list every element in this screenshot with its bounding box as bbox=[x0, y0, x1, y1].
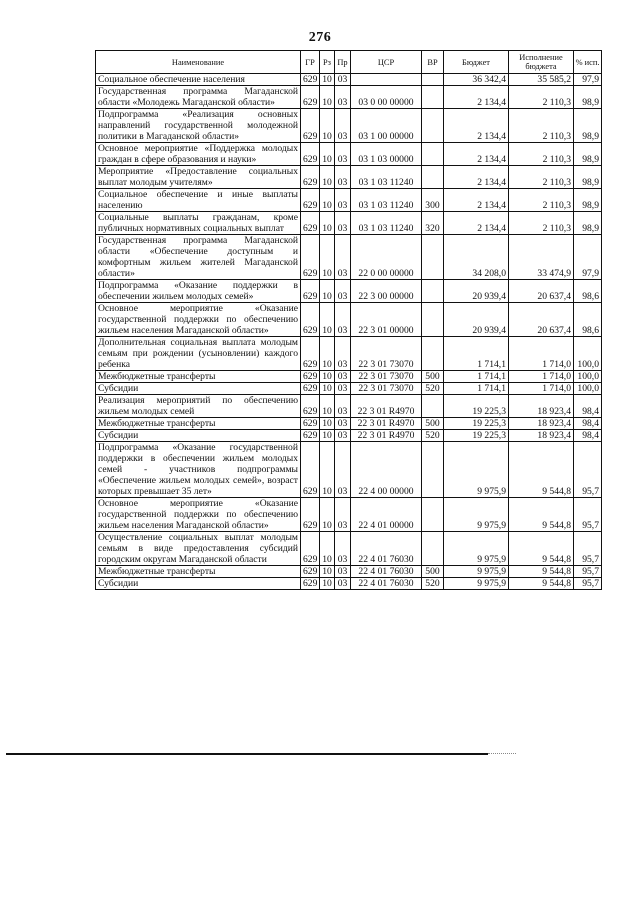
cell-name: Социальные выплаты гражданам, кроме публичных нормативных социальных выплат bbox=[96, 212, 301, 235]
cell-rz: 10 bbox=[320, 498, 335, 532]
cell-name: Межбюджетные трансферты bbox=[96, 566, 301, 578]
cell-csr: 22 3 01 73070 bbox=[351, 337, 422, 371]
table-row bbox=[96, 532, 602, 566]
table-row bbox=[96, 189, 602, 212]
cell-budget: 9 975,9 bbox=[444, 498, 509, 532]
cell-name: Государственная программа Магаданской области «Молодежь Магаданской области» bbox=[96, 86, 301, 109]
cell-name: Межбюджетные трансферты bbox=[96, 418, 301, 430]
cell-csr: 03 1 00 00000 bbox=[351, 109, 422, 143]
header-gr: ГР bbox=[301, 51, 320, 74]
table-row bbox=[96, 566, 602, 578]
cell-pct: 100,0 bbox=[574, 337, 602, 371]
cell-gr: 629 bbox=[301, 303, 320, 337]
cell-csr: 22 3 00 00000 bbox=[351, 280, 422, 303]
cell-csr: 22 3 01 73070 bbox=[351, 371, 422, 383]
cell-pct: 98,4 bbox=[574, 430, 602, 442]
cell-pr: 03 bbox=[335, 532, 351, 566]
header-pr: Пр bbox=[335, 51, 351, 74]
cell-execution: 9 544,8 bbox=[509, 498, 574, 532]
cell-budget: 2 134,4 bbox=[444, 166, 509, 189]
cell-pct: 98,6 bbox=[574, 303, 602, 337]
cell-gr: 629 bbox=[301, 442, 320, 498]
cell-execution: 33 474,9 bbox=[509, 235, 574, 280]
table-row bbox=[96, 498, 602, 532]
cell-name: Подпрограмма «Реализация основных направлений государственной молодежной политики в Магаданской области» bbox=[96, 109, 301, 143]
cell-gr: 629 bbox=[301, 395, 320, 418]
cell-budget: 1 714,1 bbox=[444, 371, 509, 383]
cell-pr: 03 bbox=[335, 566, 351, 578]
table-row bbox=[96, 212, 602, 235]
cell-name: Подпрограмма «Оказание поддержки в обеспечении жильем молодых семей» bbox=[96, 280, 301, 303]
cell-pr: 03 bbox=[335, 430, 351, 442]
cell-gr: 629 bbox=[301, 212, 320, 235]
cell-rz: 10 bbox=[320, 578, 335, 590]
cell-rz: 10 bbox=[320, 143, 335, 166]
cell-budget: 19 225,3 bbox=[444, 418, 509, 430]
cell-execution: 9 544,8 bbox=[509, 532, 574, 566]
cell-gr: 629 bbox=[301, 566, 320, 578]
cell-gr: 629 bbox=[301, 498, 320, 532]
cell-pct: 98,4 bbox=[574, 395, 602, 418]
table-row bbox=[96, 74, 602, 86]
cell-execution: 2 110,3 bbox=[509, 109, 574, 143]
header-pct: % исп. bbox=[574, 51, 602, 74]
cell-vr bbox=[422, 74, 444, 86]
table-row bbox=[96, 235, 602, 280]
cell-name: Основное мероприятие «Поддержка молодых граждан в сфере образования и науки» bbox=[96, 143, 301, 166]
cell-gr: 629 bbox=[301, 418, 320, 430]
cell-name: Социальное обеспечение и иные выплаты населению bbox=[96, 189, 301, 212]
cell-rz: 10 bbox=[320, 418, 335, 430]
cell-vr: 300 bbox=[422, 189, 444, 212]
table-row bbox=[96, 109, 602, 143]
cell-name: Осуществление социальных выплат молодым семьям в виде предоставления субсидий городским округам Магаданской области bbox=[96, 532, 301, 566]
cell-name: Субсидии bbox=[96, 578, 301, 590]
cell-budget: 2 134,4 bbox=[444, 189, 509, 212]
cell-vr bbox=[422, 235, 444, 280]
cell-execution: 9 544,8 bbox=[509, 442, 574, 498]
cell-csr: 22 3 01 00000 bbox=[351, 303, 422, 337]
cell-vr: 500 bbox=[422, 418, 444, 430]
cell-pct: 98,9 bbox=[574, 109, 602, 143]
cell-csr: 22 4 01 76030 bbox=[351, 532, 422, 566]
cell-vr bbox=[422, 395, 444, 418]
cell-budget: 19 225,3 bbox=[444, 395, 509, 418]
cell-vr bbox=[422, 86, 444, 109]
cell-rz: 10 bbox=[320, 430, 335, 442]
cell-budget: 20 939,4 bbox=[444, 280, 509, 303]
cell-csr: 22 3 01 R4970 bbox=[351, 430, 422, 442]
cell-rz: 10 bbox=[320, 566, 335, 578]
cell-gr: 629 bbox=[301, 532, 320, 566]
cell-gr: 629 bbox=[301, 166, 320, 189]
cell-vr bbox=[422, 442, 444, 498]
table-row bbox=[96, 143, 602, 166]
cell-execution: 9 544,8 bbox=[509, 566, 574, 578]
table-body bbox=[96, 74, 602, 590]
cell-csr: 22 3 01 73070 bbox=[351, 383, 422, 395]
cell-rz: 10 bbox=[320, 74, 335, 86]
cell-vr: 520 bbox=[422, 430, 444, 442]
cell-gr: 629 bbox=[301, 109, 320, 143]
cell-budget: 36 342,4 bbox=[444, 74, 509, 86]
cell-pct: 100,0 bbox=[574, 371, 602, 383]
cell-budget: 2 134,4 bbox=[444, 109, 509, 143]
cell-vr: 500 bbox=[422, 371, 444, 383]
cell-pr: 03 bbox=[335, 235, 351, 280]
cell-execution: 2 110,3 bbox=[509, 166, 574, 189]
cell-execution: 9 544,8 bbox=[509, 578, 574, 590]
cell-rz: 10 bbox=[320, 395, 335, 418]
cell-vr bbox=[422, 109, 444, 143]
cell-csr: 22 3 01 R4970 bbox=[351, 418, 422, 430]
cell-budget: 9 975,9 bbox=[444, 578, 509, 590]
cell-pct: 98,9 bbox=[574, 189, 602, 212]
table-row bbox=[96, 337, 602, 371]
header-execution: Исполнение бюджета bbox=[509, 51, 574, 74]
cell-execution: 2 110,3 bbox=[509, 212, 574, 235]
cell-budget: 1 714,1 bbox=[444, 383, 509, 395]
bottom-divider bbox=[6, 753, 488, 755]
cell-rz: 10 bbox=[320, 86, 335, 109]
cell-pr: 03 bbox=[335, 280, 351, 303]
cell-name: Реализация мероприятий по обеспечению жильем молодых семей bbox=[96, 395, 301, 418]
cell-name: Субсидии bbox=[96, 430, 301, 442]
cell-budget: 2 134,4 bbox=[444, 212, 509, 235]
cell-name: Межбюджетные трансферты bbox=[96, 371, 301, 383]
cell-gr: 629 bbox=[301, 189, 320, 212]
cell-vr: 320 bbox=[422, 212, 444, 235]
cell-pct: 95,7 bbox=[574, 532, 602, 566]
cell-budget: 20 939,4 bbox=[444, 303, 509, 337]
cell-pr: 03 bbox=[335, 166, 351, 189]
cell-csr: 22 4 01 76030 bbox=[351, 578, 422, 590]
bottom-divider-faint bbox=[488, 753, 516, 755]
cell-pr: 03 bbox=[335, 189, 351, 212]
cell-rz: 10 bbox=[320, 212, 335, 235]
cell-pct: 100,0 bbox=[574, 383, 602, 395]
cell-pr: 03 bbox=[335, 395, 351, 418]
cell-gr: 629 bbox=[301, 143, 320, 166]
cell-gr: 629 bbox=[301, 280, 320, 303]
cell-pct: 97,9 bbox=[574, 74, 602, 86]
cell-rz: 10 bbox=[320, 280, 335, 303]
cell-name: Подпрограмма «Оказание государственной поддержки в обеспечении жильем молодых семей - участников подпрограммы «Обеспечение жильем молодых семей», возраст которых превышает 35 лет» bbox=[96, 442, 301, 498]
cell-budget: 2 134,4 bbox=[444, 86, 509, 109]
cell-name: Дополнительная социальная выплата молодым семьям при рождении (усыновлении) каждого ребенка bbox=[96, 337, 301, 371]
cell-pr: 03 bbox=[335, 74, 351, 86]
page-number: 276 bbox=[308, 30, 332, 45]
table-row bbox=[96, 383, 602, 395]
cell-pr: 03 bbox=[335, 371, 351, 383]
budget-table bbox=[95, 50, 602, 590]
table-row bbox=[96, 430, 602, 442]
cell-execution: 2 110,3 bbox=[509, 86, 574, 109]
cell-execution: 2 110,3 bbox=[509, 189, 574, 212]
cell-csr: 03 1 03 00000 bbox=[351, 143, 422, 166]
table-row bbox=[96, 280, 602, 303]
cell-budget: 19 225,3 bbox=[444, 430, 509, 442]
cell-vr bbox=[422, 337, 444, 371]
cell-vr bbox=[422, 303, 444, 337]
cell-pct: 98,9 bbox=[574, 143, 602, 166]
cell-execution: 1 714,0 bbox=[509, 371, 574, 383]
cell-gr: 629 bbox=[301, 383, 320, 395]
cell-budget: 9 975,9 bbox=[444, 442, 509, 498]
cell-csr: 22 4 01 76030 bbox=[351, 566, 422, 578]
cell-execution: 2 110,3 bbox=[509, 143, 574, 166]
cell-budget: 2 134,4 bbox=[444, 143, 509, 166]
cell-rz: 10 bbox=[320, 109, 335, 143]
cell-pct: 98,9 bbox=[574, 212, 602, 235]
cell-gr: 629 bbox=[301, 86, 320, 109]
cell-pr: 03 bbox=[335, 418, 351, 430]
cell-pr: 03 bbox=[335, 337, 351, 371]
header-name: Наименование bbox=[96, 51, 301, 74]
cell-name: Социальное обеспечение населения bbox=[96, 74, 301, 86]
cell-pr: 03 bbox=[335, 442, 351, 498]
cell-csr: 03 0 00 00000 bbox=[351, 86, 422, 109]
table-row bbox=[96, 442, 602, 498]
cell-vr bbox=[422, 280, 444, 303]
cell-csr: 22 4 00 00000 bbox=[351, 442, 422, 498]
table-row bbox=[96, 371, 602, 383]
cell-pr: 03 bbox=[335, 498, 351, 532]
cell-pr: 03 bbox=[335, 383, 351, 395]
cell-pr: 03 bbox=[335, 578, 351, 590]
header-budget: Бюджет bbox=[444, 51, 509, 74]
cell-vr bbox=[422, 498, 444, 532]
cell-execution: 20 637,4 bbox=[509, 280, 574, 303]
cell-pr: 03 bbox=[335, 212, 351, 235]
cell-rz: 10 bbox=[320, 383, 335, 395]
cell-name: Основное мероприятие «Оказание государственной поддержки по обеспечению жильем населения Магаданской области» bbox=[96, 498, 301, 532]
cell-execution: 20 637,4 bbox=[509, 303, 574, 337]
cell-budget: 9 975,9 bbox=[444, 566, 509, 578]
cell-vr: 520 bbox=[422, 383, 444, 395]
cell-vr bbox=[422, 532, 444, 566]
cell-gr: 629 bbox=[301, 337, 320, 371]
cell-pr: 03 bbox=[335, 143, 351, 166]
cell-rz: 10 bbox=[320, 166, 335, 189]
cell-gr: 629 bbox=[301, 578, 320, 590]
cell-name: Государственная программа Магаданской области «Обеспечение доступным и комфортным жильем жителей Магаданской области» bbox=[96, 235, 301, 280]
cell-csr: 22 3 01 R4970 bbox=[351, 395, 422, 418]
cell-name: Основное мероприятие «Оказание государственной поддержки по обеспечению жильем населения Магаданской области» bbox=[96, 303, 301, 337]
header-csr: ЦСР bbox=[351, 51, 422, 74]
header-rz: Рз bbox=[320, 51, 335, 74]
table-header-row bbox=[96, 51, 602, 74]
table-row bbox=[96, 418, 602, 430]
cell-name: Мероприятие «Предоставление социальных выплат молодым учителям» bbox=[96, 166, 301, 189]
table-row bbox=[96, 395, 602, 418]
cell-pct: 95,7 bbox=[574, 442, 602, 498]
cell-pct: 98,9 bbox=[574, 166, 602, 189]
cell-execution: 18 923,4 bbox=[509, 430, 574, 442]
cell-rz: 10 bbox=[320, 337, 335, 371]
cell-gr: 629 bbox=[301, 371, 320, 383]
cell-execution: 1 714,0 bbox=[509, 337, 574, 371]
table-row bbox=[96, 303, 602, 337]
cell-execution: 35 585,2 bbox=[509, 74, 574, 86]
cell-budget: 34 208,0 bbox=[444, 235, 509, 280]
cell-execution: 18 923,4 bbox=[509, 395, 574, 418]
cell-gr: 629 bbox=[301, 430, 320, 442]
cell-csr bbox=[351, 74, 422, 86]
cell-vr: 520 bbox=[422, 578, 444, 590]
cell-vr bbox=[422, 166, 444, 189]
cell-execution: 18 923,4 bbox=[509, 418, 574, 430]
header-vr: ВР bbox=[422, 51, 444, 74]
cell-csr: 22 4 01 00000 bbox=[351, 498, 422, 532]
cell-rz: 10 bbox=[320, 371, 335, 383]
cell-gr: 629 bbox=[301, 235, 320, 280]
cell-vr bbox=[422, 143, 444, 166]
cell-rz: 10 bbox=[320, 189, 335, 212]
cell-rz: 10 bbox=[320, 532, 335, 566]
cell-vr: 500 bbox=[422, 566, 444, 578]
cell-rz: 10 bbox=[320, 303, 335, 337]
table-row bbox=[96, 86, 602, 109]
cell-execution: 1 714,0 bbox=[509, 383, 574, 395]
cell-csr: 03 1 03 11240 bbox=[351, 166, 422, 189]
cell-gr: 629 bbox=[301, 74, 320, 86]
table-row bbox=[96, 166, 602, 189]
cell-pct: 98,6 bbox=[574, 280, 602, 303]
cell-csr: 03 1 03 11240 bbox=[351, 189, 422, 212]
cell-budget: 1 714,1 bbox=[444, 337, 509, 371]
cell-csr: 03 1 03 11240 bbox=[351, 212, 422, 235]
cell-budget: 9 975,9 bbox=[444, 532, 509, 566]
cell-name: Субсидии bbox=[96, 383, 301, 395]
cell-rz: 10 bbox=[320, 442, 335, 498]
cell-pr: 03 bbox=[335, 86, 351, 109]
cell-pct: 95,7 bbox=[574, 498, 602, 532]
cell-pr: 03 bbox=[335, 303, 351, 337]
cell-csr: 22 0 00 00000 bbox=[351, 235, 422, 280]
cell-pr: 03 bbox=[335, 109, 351, 143]
cell-pct: 98,4 bbox=[574, 418, 602, 430]
table-row bbox=[96, 578, 602, 590]
cell-pct: 95,7 bbox=[574, 566, 602, 578]
cell-pct: 97,9 bbox=[574, 235, 602, 280]
cell-pct: 98,9 bbox=[574, 86, 602, 109]
cell-pct: 95,7 bbox=[574, 578, 602, 590]
cell-rz: 10 bbox=[320, 235, 335, 280]
